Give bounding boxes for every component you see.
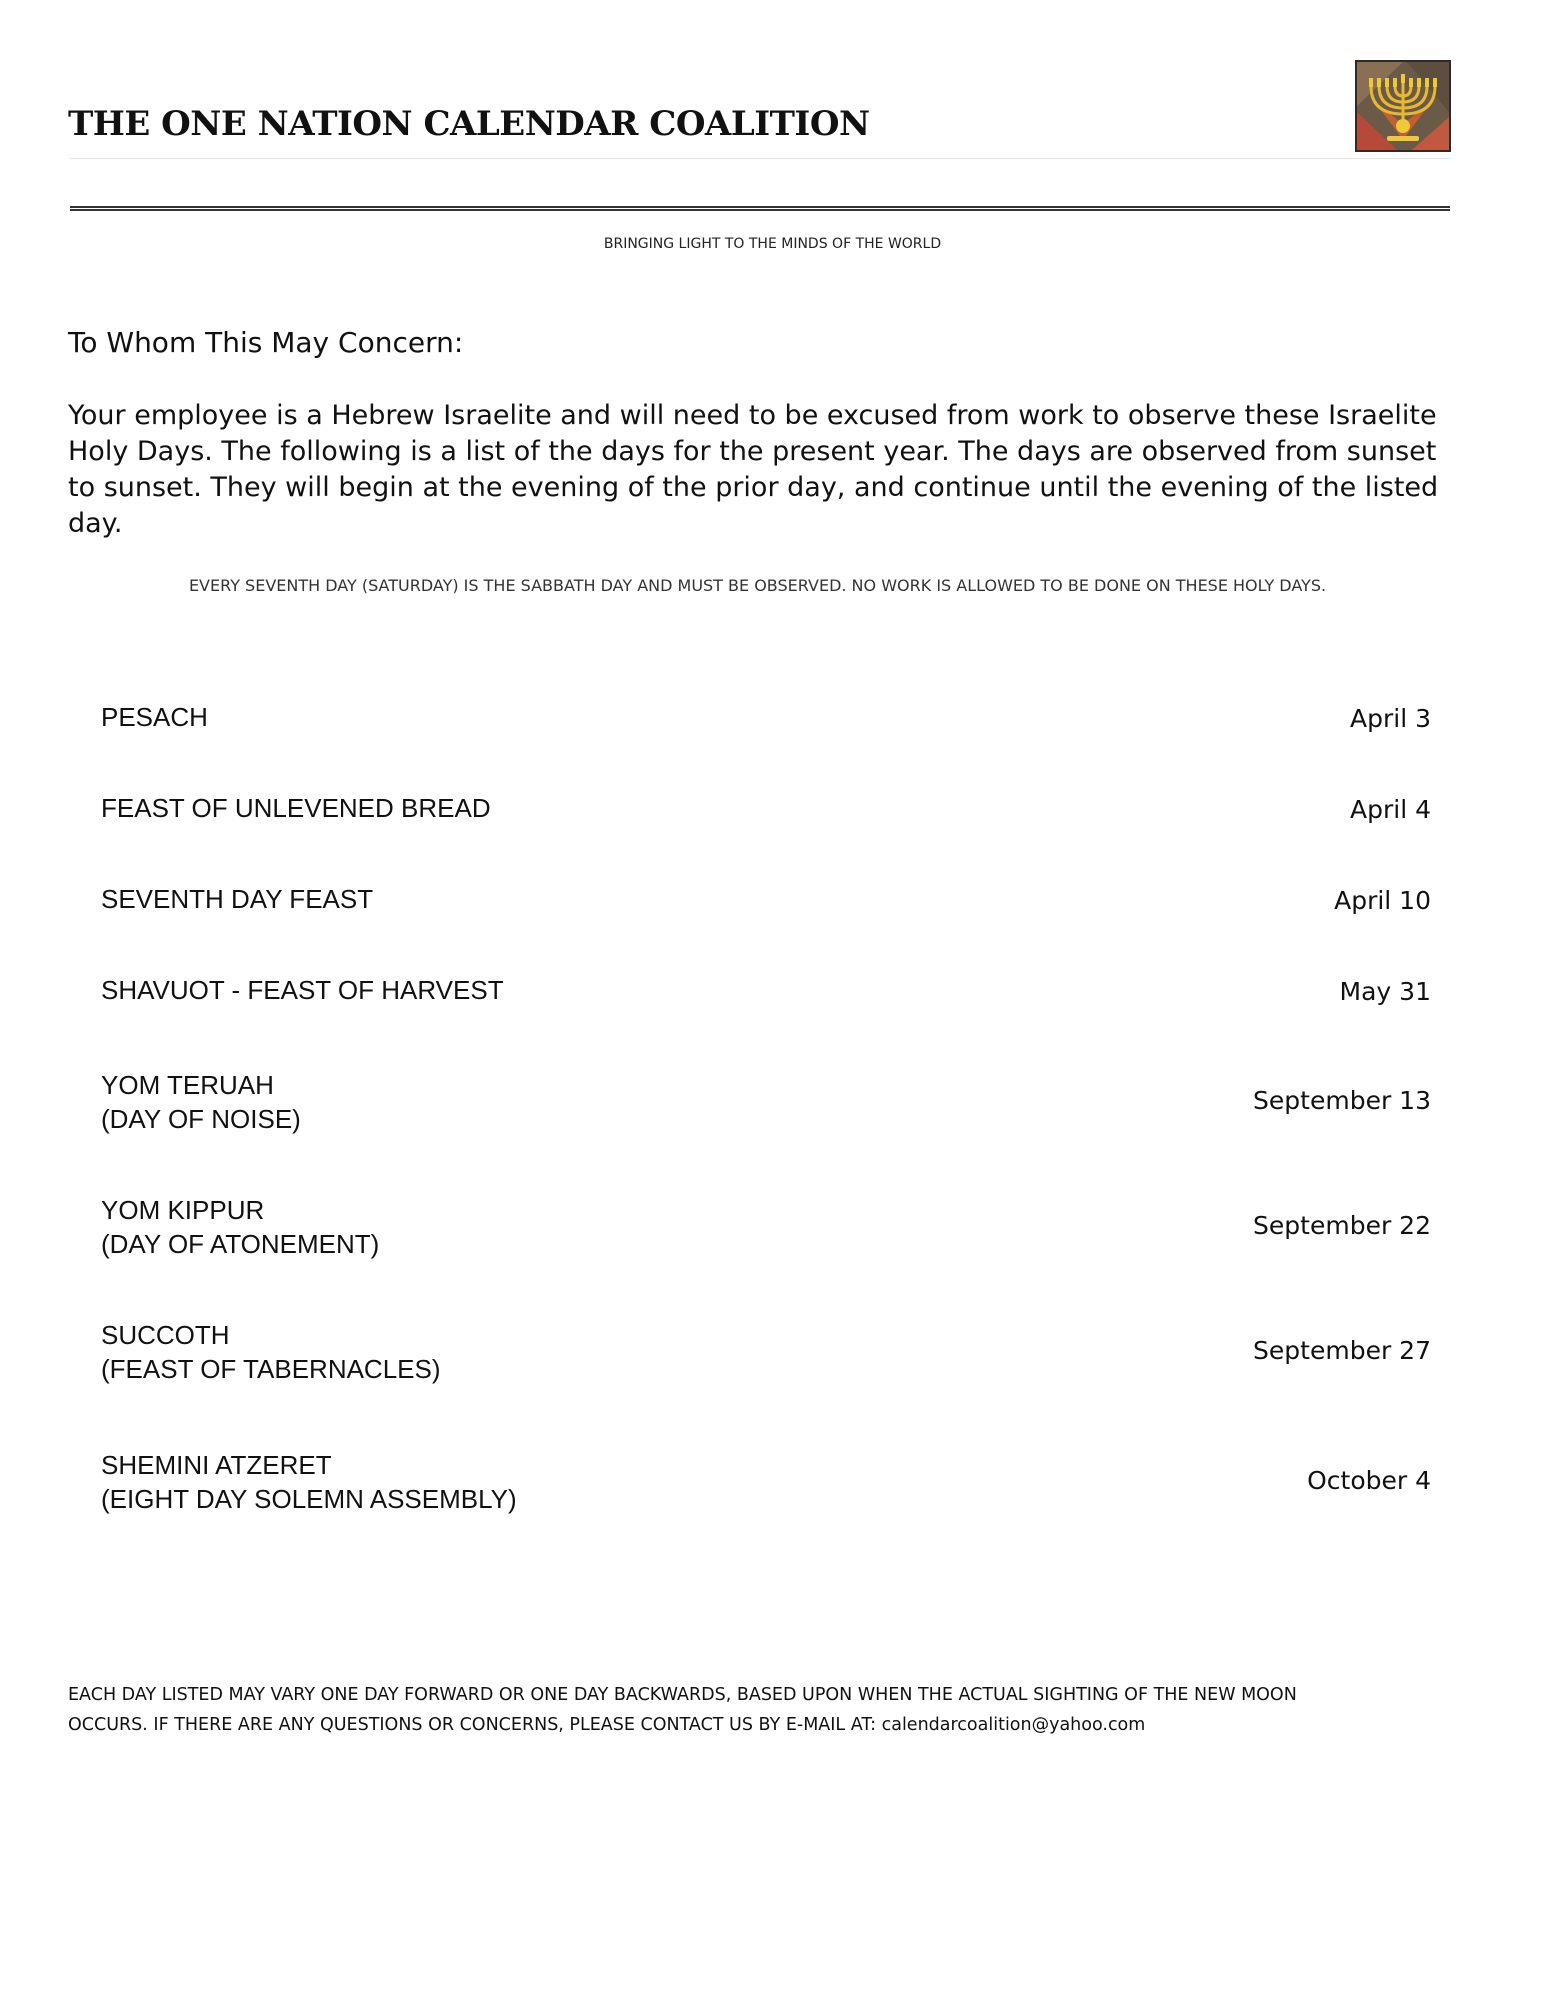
- holiday-name: PESACH: [101, 702, 208, 732]
- holiday-subtitle: (DAY OF NOISE): [101, 1104, 301, 1134]
- holiday-name: SHAVUOT - FEAST OF HARVEST: [101, 975, 504, 1005]
- holiday-name: YOM KIPPUR: [101, 1195, 265, 1225]
- header-thin-rule: [70, 158, 1450, 159]
- holiday-name: FEAST OF UNLEVENED BREAD: [101, 793, 491, 823]
- sabbath-notice: EVERY SEVENTH DAY (SATURDAY) IS THE SABBATH DAY AND MUST BE OBSERVED. NO WORK IS ALLOWED TO BE DONE ON THESE HOLY DAYS.: [188, 576, 1327, 595]
- holiday-name-block: [101, 1318, 441, 1386]
- holiday-name-block: [101, 973, 504, 1007]
- footer-note: [68, 1680, 1388, 1740]
- holiday-subtitle: (EIGHT DAY SOLEMN ASSEMBLY): [101, 1484, 517, 1514]
- contact-email-link[interactable]: calendarcoalition@yahoo.com: [881, 1715, 1146, 1735]
- holiday-name: SHEMINI ATZERET: [101, 1450, 332, 1480]
- holiday-date: September 13: [1253, 1086, 1431, 1115]
- footer-line-1: EACH DAY LISTED MAY VARY ONE DAY FORWARD OR ONE DAY BACKWARDS, BASED UPON WHEN THE ACTUAL SIGHTING OF THE NEW MOON: [68, 1685, 1297, 1705]
- salutation: To Whom This May Concern:: [68, 326, 464, 359]
- holiday-name-block: [101, 791, 491, 825]
- holiday-name: YOM TERUAH: [101, 1070, 274, 1100]
- holiday-name: SEVENTH DAY FEAST: [101, 884, 374, 914]
- holiday-date: April 10: [1334, 886, 1431, 915]
- holiday-subtitle: (FEAST OF TABERNACLES): [101, 1354, 441, 1384]
- holiday-name-block: [101, 1193, 379, 1261]
- menorah-icon: [1355, 60, 1451, 152]
- holiday-date: May 31: [1339, 977, 1431, 1006]
- holiday-name: SUCCOTH: [101, 1320, 230, 1350]
- organization-title: THE ONE NATION CALENDAR COALITION: [68, 104, 870, 144]
- holiday-date: April 3: [1350, 704, 1431, 733]
- holiday-name-block: [101, 882, 373, 916]
- holiday-name-block: [101, 1448, 517, 1516]
- holiday-name-block: [101, 1068, 301, 1136]
- holiday-date: April 4: [1350, 795, 1431, 824]
- tagline: BRINGING LIGHT TO THE MINDS OF THE WORLD: [603, 236, 942, 252]
- holiday-date: October 4: [1307, 1466, 1431, 1495]
- holiday-date: September 27: [1253, 1336, 1431, 1365]
- footer-line-2: [68, 1710, 1388, 1740]
- holiday-subtitle: (DAY OF ATONEMENT): [101, 1229, 380, 1259]
- footer-contact-text: OCCURS. IF THERE ARE ANY QUESTIONS OR CONCERNS, PLEASE CONTACT US BY E-MAIL AT:: [68, 1715, 882, 1735]
- holiday-date: September 22: [1253, 1211, 1431, 1240]
- holiday-name-block: [101, 700, 208, 734]
- header-double-rule: [70, 206, 1450, 211]
- letter-body: Your employee is a Hebrew Israelite and will need to be excused from work to observe these Israelite Holy Days. The following is a list of the days for the present year. The days are observed from sunset to sunset. They will begin at the evening of the prior day, and continue until the evening of the listed day.: [68, 400, 1439, 539]
